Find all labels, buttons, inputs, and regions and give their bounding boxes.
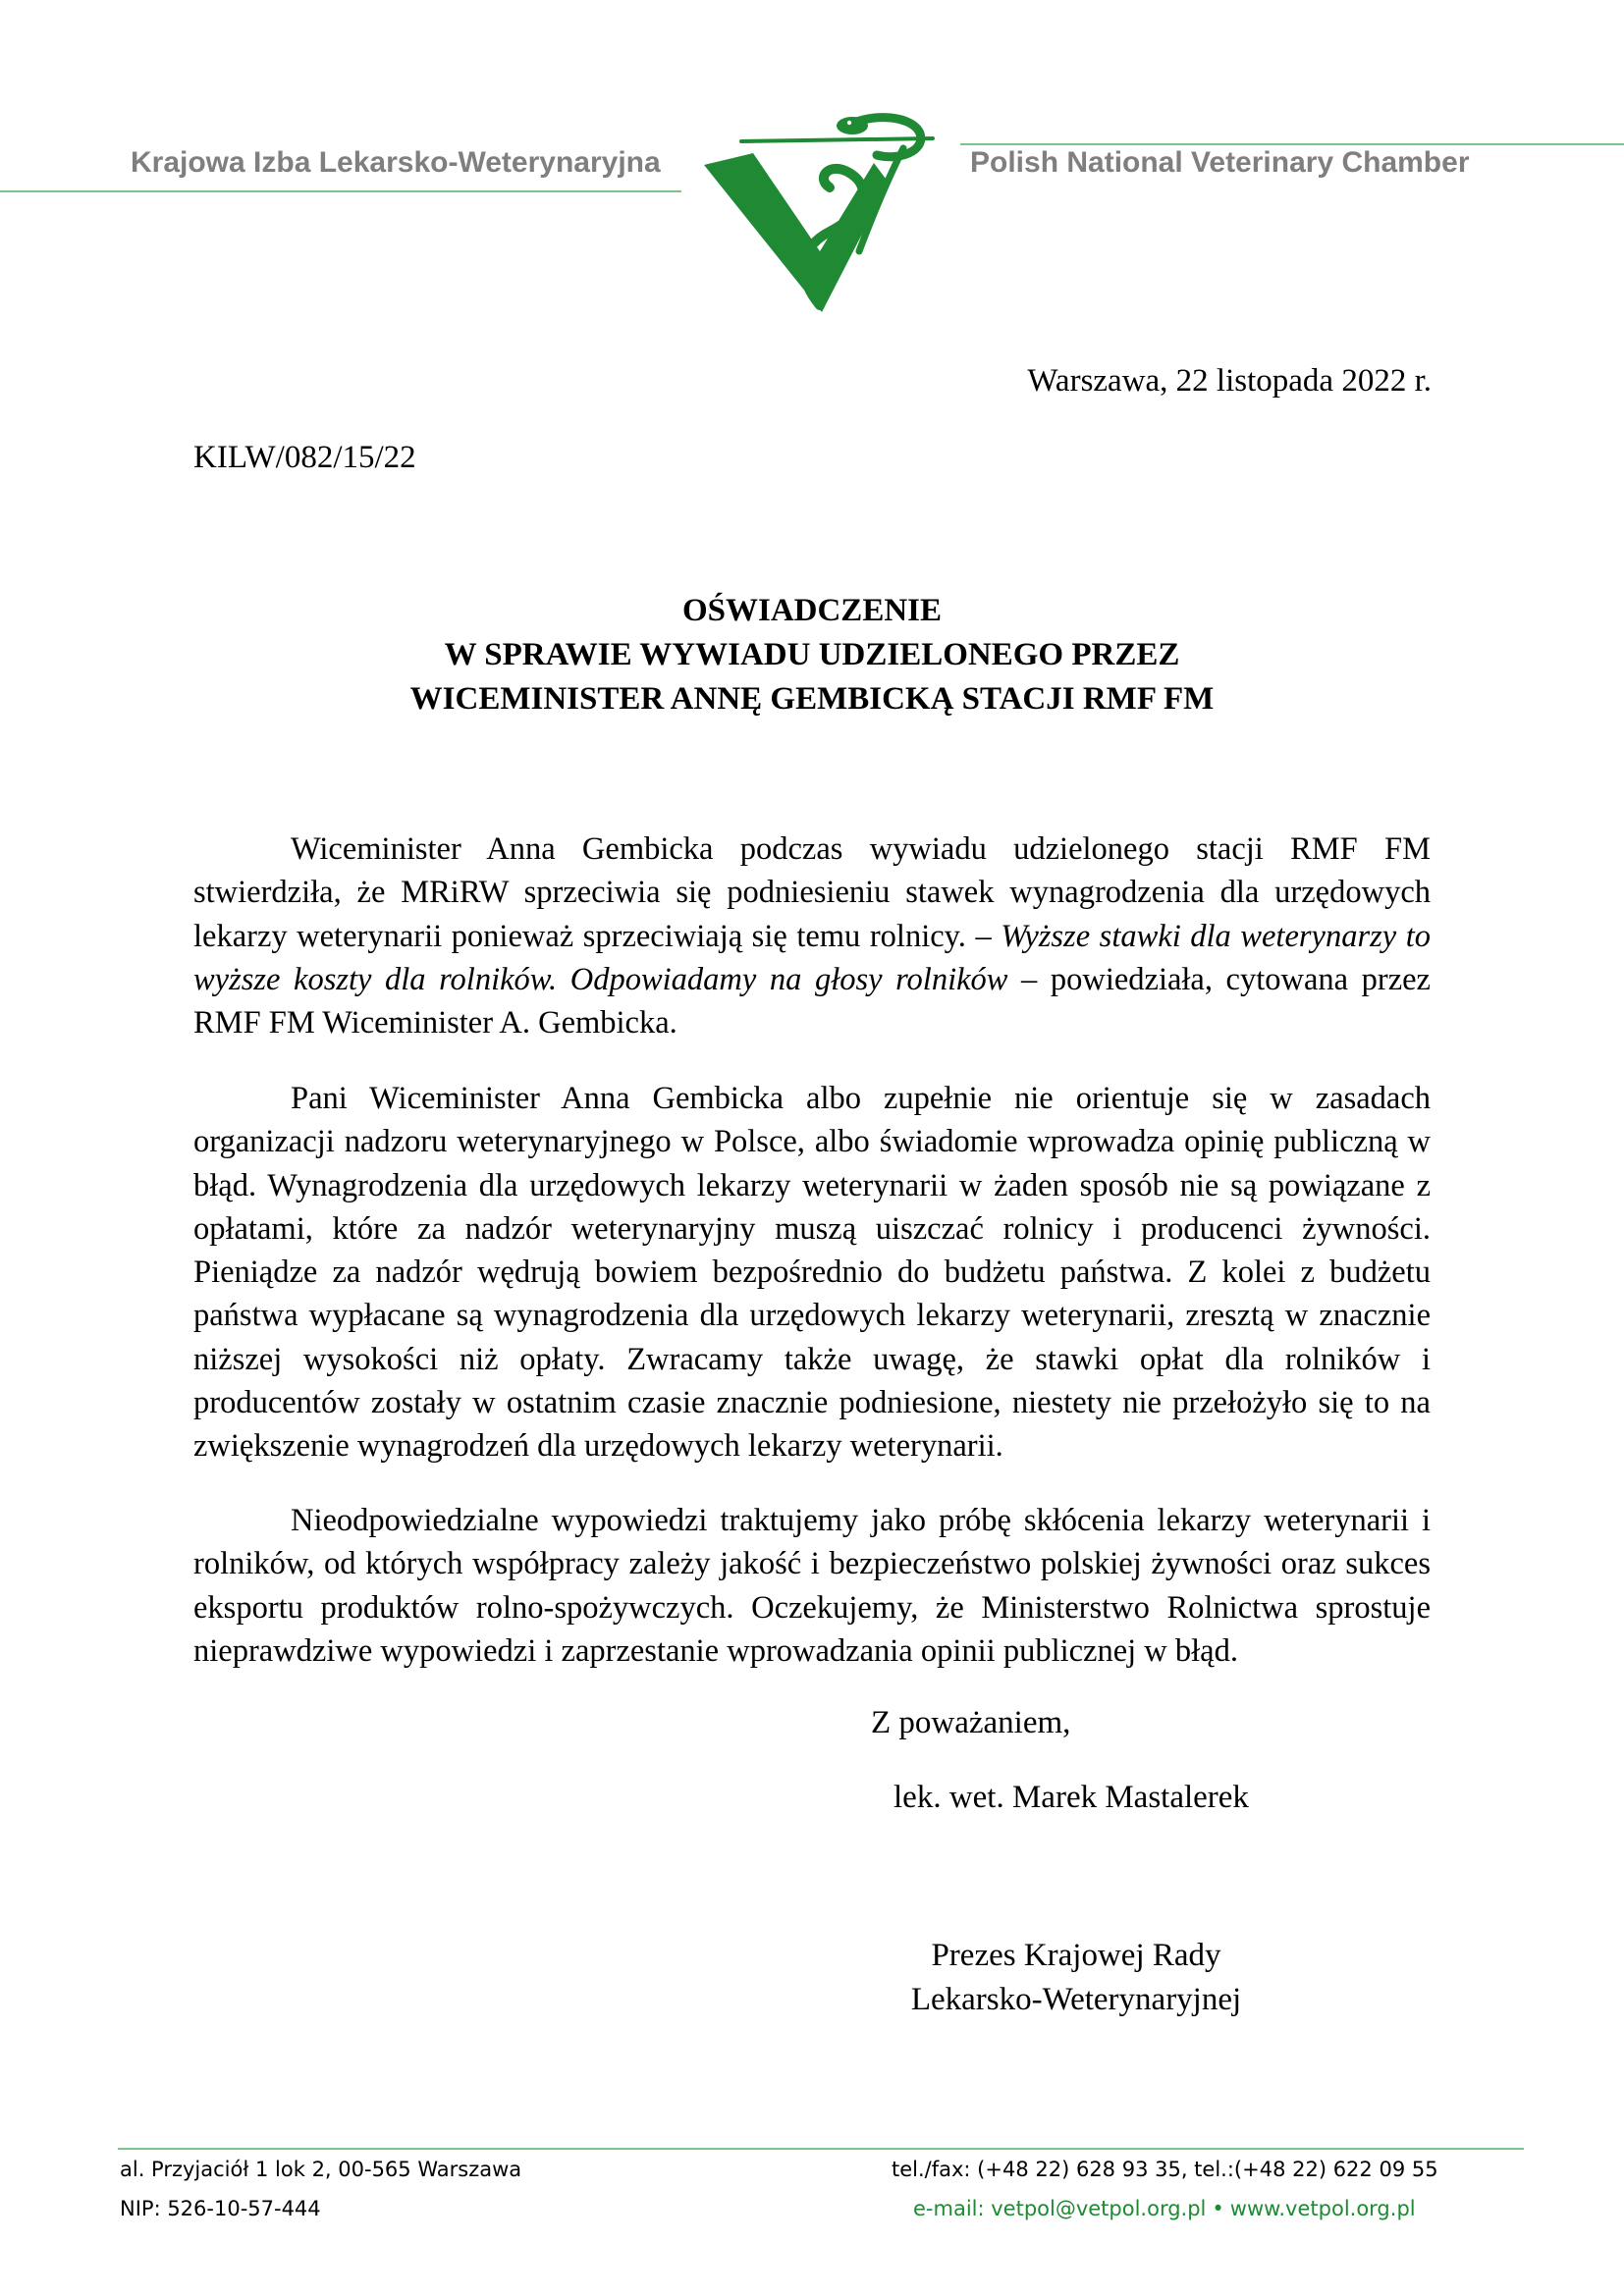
body-paragraph-3: Nieodpowiedzialne wypowiedzi traktujemy jako próbę skłócenia lekarzy weterynarii i rolników, od których współpracy zależy jakość i bezpieczeństwo polskiej żywności oraz sukces eksportu produktów rolno-spożywczych. Oczekujemy, że Ministerstwo Rolnictwa sprostuje nieprawdziwe wypowiedzi i zaprzestanie wprowadzania opinii publicznej w błąd. xyxy=(193,1503,1431,1669)
body-paragraph-2: Pani Wiceminister Anna Gembicka albo zupełnie nie orientuje się w zasadach organizacji nadzoru weterynaryjnego w Polsce, albo świadomie wprowadza opinię publiczną w błąd. Wynagrodzenia dla urzędowych lekarzy weterynarii w żaden sposób nie są powiązane z opłatami, które za nadzór weterynaryjny muszą uiszczać rolnicy i producenci żywności. Pieniądze za nadzór wędrują bowiem bezpośrednio do budżetu państwa. Z kolei z budżetu państwa wypłacane są wynagrodzenia dla urzędowych lekarzy weterynarii, zresztą w znacznie niższej wysokości niż opłaty. Zwracamy także uwagę, że stawki opłat dla rolników i producentów zostały w ostatnim czasie znacznie podniesione, niestety nie przełożyło się to na zwiększenie wynagrodzeń dla urzędowych lekarzy weterynarii. xyxy=(193,1081,1431,1465)
signatory-position xyxy=(903,1934,1249,2022)
paragraph-1-quote: Wyższe stawki dla weterynarzy to wyższe koszty dla rolników. Odpowiadamy na głosy rolników xyxy=(193,918,1431,997)
letter-date: Warszawa, 22 listopada 2022 r. xyxy=(1027,363,1432,399)
paragraph-1-outro: – powiedziała, cytowana przez RMF FM Wiceminister A. Gembicka. xyxy=(193,961,1431,1041)
header-divider-left xyxy=(0,190,681,192)
bullet-separator-icon: • xyxy=(1212,2197,1224,2220)
header-divider-right xyxy=(960,143,1624,145)
footer-website-link[interactable]: www.vetpol.org.pl xyxy=(1229,2197,1416,2220)
footer-address: al. Przyjaciół 1 lok 2, 00-565 Warszawa xyxy=(120,2158,522,2181)
position-line-1: Prezes Krajowej Rady xyxy=(931,1938,1221,1973)
reference-number: KILW/082/15/22 xyxy=(193,440,416,475)
title-line-3: WICEMINISTER ANNĘ GEMBICKĄ STACJI RMF FM xyxy=(409,681,1215,717)
chamber-name-english: Polish National Veterinary Chamber xyxy=(970,146,1470,179)
footer-email-link[interactable]: e-mail: vetpol@vetpol.org.pl xyxy=(913,2197,1207,2220)
footer-phones: tel./fax: (+48 22) 628 93 35, tel.:(+48 22) 622 09 55 xyxy=(892,2158,1438,2181)
position-line-2: Lekarsko-Weterynaryjnej xyxy=(910,1982,1242,2017)
chamber-logo-icon xyxy=(702,104,943,315)
chamber-name-polish: Krajowa Izba Lekarsko-Weterynaryjna xyxy=(131,146,661,179)
footer-divider xyxy=(118,2148,1524,2150)
footer-nip: NIP: 526-10-57-444 xyxy=(120,2197,321,2220)
title-line-1: OŚWIADCZENIE xyxy=(681,593,943,628)
title-line-2: W SPRAWIE WYWIADU UDZIELONEGO PRZEZ xyxy=(444,637,1180,672)
statement-title xyxy=(0,589,1624,721)
signatory-name: lek. wet. Marek Mastalerek xyxy=(893,1780,1249,1815)
paragraph-1-intro: Wiceminister Anna Gembicka podczas wywiadu udzielonego stacji RMF FM stwierdziła, że MRiRW sprzeciwia się podniesieniu stawek wynagrodzenia dla urzędowych lekarzy weterynarii ponieważ sprzeciwiają się temu rolnicy. – xyxy=(193,831,1431,954)
body-paragraph-1 xyxy=(193,828,1431,1044)
closing-salutation: Z poważaniem, xyxy=(871,1705,1071,1740)
footer-contact xyxy=(913,2197,1416,2220)
